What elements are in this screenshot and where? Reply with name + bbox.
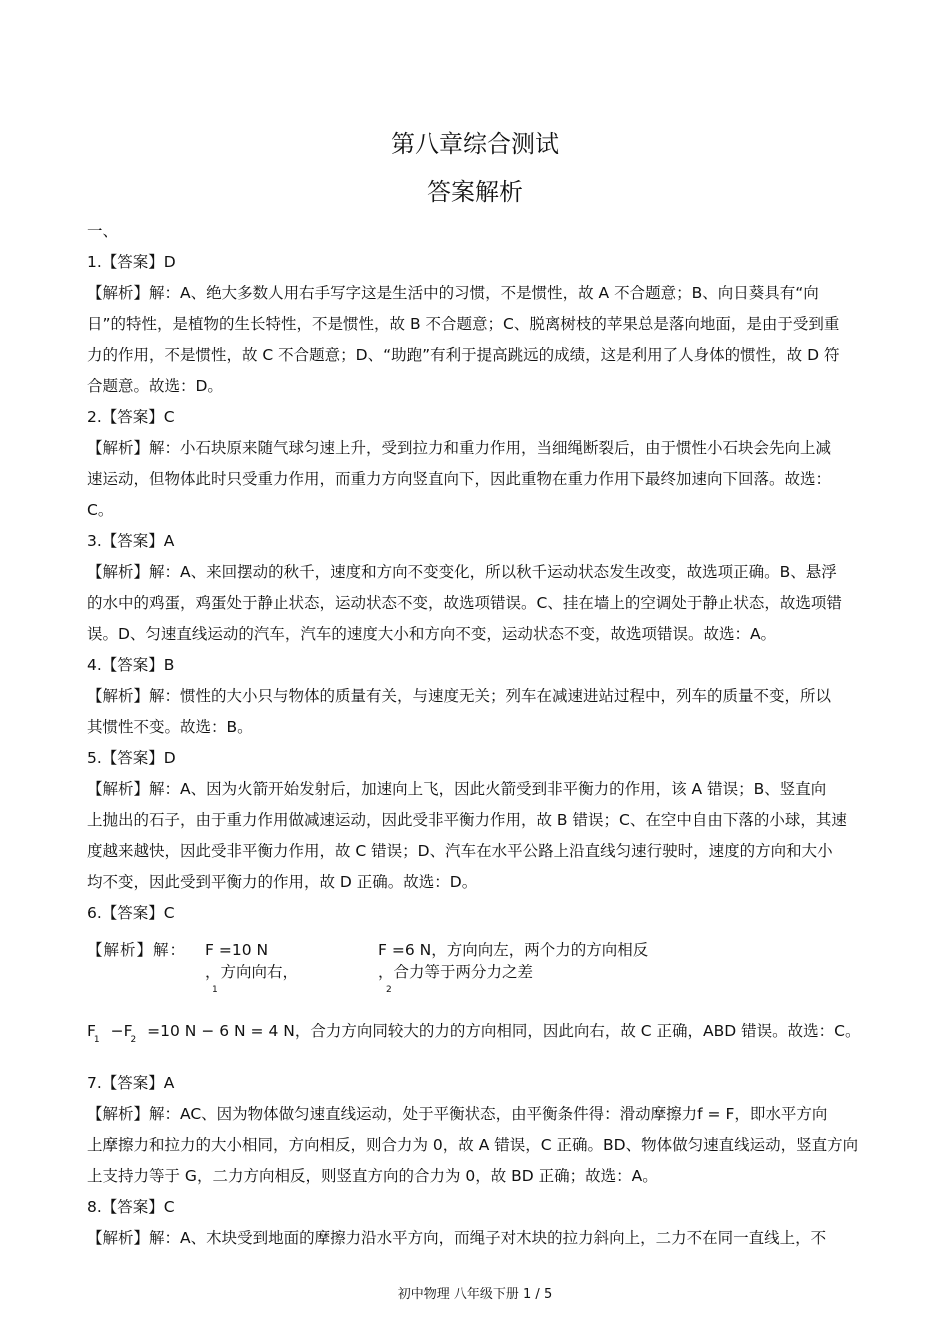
text-line: 上支持力等于 G，二力方向相反，则竖直方向的合力为 0，故 BD 正确；故选：A。 — [87, 1167, 658, 1185]
text-line: 8.【答案】C — [87, 1198, 175, 1216]
q6-f2-value: =6 N，方向向左，两个力的方向相反 — [391, 941, 649, 959]
q6-eq-f1: F — [87, 1022, 96, 1040]
text-line: 力的作用，不是惯性，故 C 不合题意；D、“助跑”有利于提高跳远的成绩，这是利用了人身体的惯性，故 D 符 — [87, 346, 840, 364]
page-footer: 初中物理 八年级下册 1 / 5 — [397, 1287, 553, 1302]
text-line: 5.【答案】D — [87, 749, 176, 767]
text-line: 速运动，但物体此时只受重力作用，而重力方向竖直向下，因此重物在重力作用下最终加速向下回落。故选： — [87, 470, 832, 488]
text-line: 其惯性不变。故选：B。 — [87, 718, 253, 736]
q6-label: 【解析】解： — [87, 941, 187, 959]
document-title: 第八章综合测试 — [391, 130, 559, 158]
q6-f1-subscript: 1 — [212, 985, 218, 995]
q6-eq-rest: =10 N − 6 N = 4 N，合力方向同较大的力的方向相同，因此向右，故 C 正确，ABD 错误。故选：C。 — [147, 1022, 861, 1040]
q6-f1 — [205, 940, 268, 960]
q6-f2-symbol: F — [378, 941, 387, 959]
text-line: 2.【答案】C — [87, 408, 175, 426]
text-line: 合题意。故选：D。 — [87, 377, 223, 395]
q6-f2-subscript: 2 — [386, 985, 392, 995]
document-subtitle: 答案解析 — [427, 178, 523, 206]
q6-f2-desc: ，合力等于两分力之差 — [378, 963, 534, 981]
text-line: 1.【答案】D — [87, 253, 176, 271]
text-line: 7.【答案】A — [87, 1074, 175, 1092]
text-line: C。 — [87, 501, 114, 519]
q6-eq-sub1: 1 — [93, 1035, 100, 1045]
text-line: 的水中的鸡蛋，鸡蛋处于静止状态，运动状态不变，故选项错误。C、挂在墙上的空调处于静止状态，故选项错 — [87, 594, 842, 612]
text-line: 【解析】解：惯性的大小只与物体的质量有关，与速度无关；列车在减速进站过程中，列车的质量不变，所以 — [87, 687, 832, 705]
text-line: 误。D、匀速直线运动的汽车，汽车的速度大小和方向不变，运动状态不变，故选项错误。故选：A。 — [87, 625, 777, 643]
text-line: 4.【答案】B — [87, 656, 175, 674]
text-line: 3.【答案】A — [87, 532, 175, 550]
q6-eq-sub2: 2 — [130, 1035, 137, 1045]
text-line: 【解析】解：AC、因为物体做匀速直线运动，处于平衡状态，由平衡条件得：滑动摩擦力f = F，即水平方向 — [87, 1105, 828, 1123]
text-line: 【解析】解：A、因为火箭开始发射后，加速向上飞，因此火箭受到非平衡力的作用，该 A 错误；B、竖直向 — [87, 780, 827, 798]
q6-eq-minus-f2: −F — [110, 1022, 133, 1040]
q6-f1-value: =10 N — [218, 941, 269, 959]
q6-f1-desc: ，方向向右， — [205, 963, 299, 981]
text-line: 均不变，因此受到平衡力的作用，故 D 正确。故选：D。 — [87, 873, 478, 891]
q6-equation — [87, 1021, 860, 1044]
section-heading: 一、 — [87, 222, 119, 240]
q6-f1-symbol: F — [205, 941, 214, 959]
text-line: 【解析】解：A、来回摆动的秋千，速度和方向不变变化，所以秋千运动状态发生改变，故选项正确。B、悬浮 — [87, 563, 837, 581]
text-line: 【解析】解：小石块原来随气球匀速上升，受到拉力和重力作用，当细绳断裂后，由于惯性小石块会先向上减 — [87, 439, 832, 457]
text-line: 【解析】解：A、木块受到地面的摩擦力沿水平方向，而绳子对木块的拉力斜向上，二力不在同一直线上，不 — [87, 1229, 827, 1247]
text-line: 6.【答案】C — [87, 904, 175, 922]
text-line: 上摩擦力和拉力的大小相同，方向相反，则合力为 0，故 A 错误，C 正确。BD、物体做匀速直线运动，竖直方向 — [87, 1136, 859, 1154]
q6-f2 — [378, 940, 648, 960]
text-line: 度越来越快，因此受非平衡力作用，故 C 错误；D、汽车在水平公路上沿直线匀速行驶时，速度的方向和大小 — [87, 842, 833, 860]
text-line: 日”的特性，是植物的生长特性，不是惯性，故 B 不合题意；C、脱离树枝的苹果总是落向地面，是由于受到重 — [87, 315, 840, 333]
text-line: 上抛出的石子，由于重力作用做减速运动，因此受非平衡力作用，故 B 错误；C、在空中自由下落的小球，其速 — [87, 811, 847, 829]
text-line: 【解析】解：A、绝大多数人用右手写字这是生活中的习惯，不是惯性，故 A 不合题意；B、向日葵具有“向 — [87, 284, 819, 302]
